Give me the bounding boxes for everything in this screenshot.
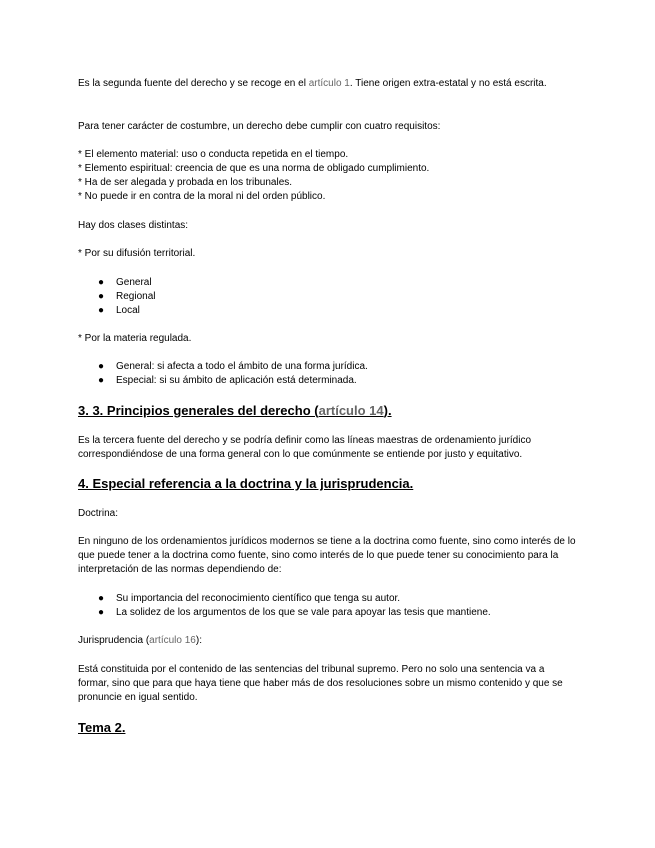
list-item: * El elemento material: uso o conducta repetida en el tiempo. bbox=[78, 149, 349, 160]
bullet-icon: ● bbox=[98, 291, 105, 302]
list-item: * Elemento espiritual: creencia de que es una norma de obligado cumplimiento. bbox=[78, 163, 430, 174]
text: Es la segunda fuente del derecho y se recoge en el bbox=[78, 78, 309, 89]
list-item-text: General: si afecta a todo el ámbito de una forma jurídica. bbox=[116, 361, 368, 372]
paragraph-doctrina: En ninguno de los ordenamientos jurídicos modernos se tiene a la doctrina como fuente, sino como interés de lo que puede tener a la doctrina como fuente, sino como interés de lo que puede tener su conocimiento para la interpretación de las normas dependiendo de: bbox=[78, 536, 576, 575]
paragraph-clases: Hay dos clases distintas: bbox=[78, 220, 189, 231]
heading-doctrina-jurisprudencia: 4. Especial referencia a la doctrina y la jurisprudencia. bbox=[78, 476, 414, 491]
paragraph-requisitos: Para tener carácter de costumbre, un derecho debe cumplir con cuatro requisitos: bbox=[78, 121, 441, 132]
list-item-text: Local bbox=[116, 305, 140, 316]
paragraph-jurisprudencia: Está constituida por el contenido de las sentencias del tribunal supremo. Pero no solo una sentencia va a formar, sino que para que haya tiene que haber más de dos resoluciones sobre un mismo contenido y que se pronuncie en igual sentido. bbox=[78, 664, 563, 703]
list-item-text: Especial: si su ámbito de aplicación está determinada. bbox=[116, 375, 357, 386]
class1-title: * Por su difusión territorial. bbox=[78, 248, 196, 259]
heading-text: 3. 3. Principios generales del derecho ( bbox=[78, 403, 319, 418]
text: ): bbox=[195, 635, 202, 646]
text: Jurisprudencia ( bbox=[78, 635, 150, 646]
paragraph-principios: Es la tercera fuente del derecho y se podría definir como las líneas maestras de ordenamiento jurídico correspondiéndose de una forma general con lo que comúnmente se entiende por justo y equitativo. bbox=[78, 435, 532, 460]
bullet-icon: ● bbox=[98, 361, 105, 372]
link-articulo-14[interactable]: artículo 14 bbox=[318, 403, 384, 418]
requirements-list bbox=[78, 148, 578, 204]
list-item-text: General bbox=[116, 277, 152, 288]
bullet-icon: ● bbox=[98, 277, 105, 288]
list-item-text: Su importancia del reconocimiento científico que tenga su autor. bbox=[116, 593, 401, 604]
paragraph-jurisprudencia-label bbox=[78, 634, 578, 648]
text: . Tiene origen extra-estatal y no está escrita. bbox=[349, 78, 547, 89]
bullet-icon: ● bbox=[98, 305, 105, 316]
link-articulo-16[interactable]: artículo 16 bbox=[149, 635, 196, 646]
heading-text: ). bbox=[383, 403, 392, 418]
bullet-icon: ● bbox=[98, 593, 105, 604]
list-item-text: Regional bbox=[116, 291, 156, 302]
paragraph-doctrina-label: Doctrina: bbox=[78, 508, 119, 519]
link-articulo-1[interactable]: artículo 1 bbox=[308, 78, 350, 89]
list-item-text: La solidez de los argumentos de los que se vale para apoyar las tesis que mantiene. bbox=[116, 607, 491, 618]
paragraph-costumbre-intro bbox=[78, 77, 578, 91]
bullet-icon: ● bbox=[98, 607, 105, 618]
heading-tema-2: Tema 2. bbox=[78, 720, 126, 735]
list-item: * Ha de ser alegada y probada en los tribunales. bbox=[78, 177, 293, 188]
list-item: * No puede ir en contra de la moral ni del orden público. bbox=[78, 191, 326, 202]
bullet-icon: ● bbox=[98, 375, 105, 386]
heading-principios bbox=[78, 402, 578, 419]
class2-title: * Por la materia regulada. bbox=[78, 333, 192, 344]
